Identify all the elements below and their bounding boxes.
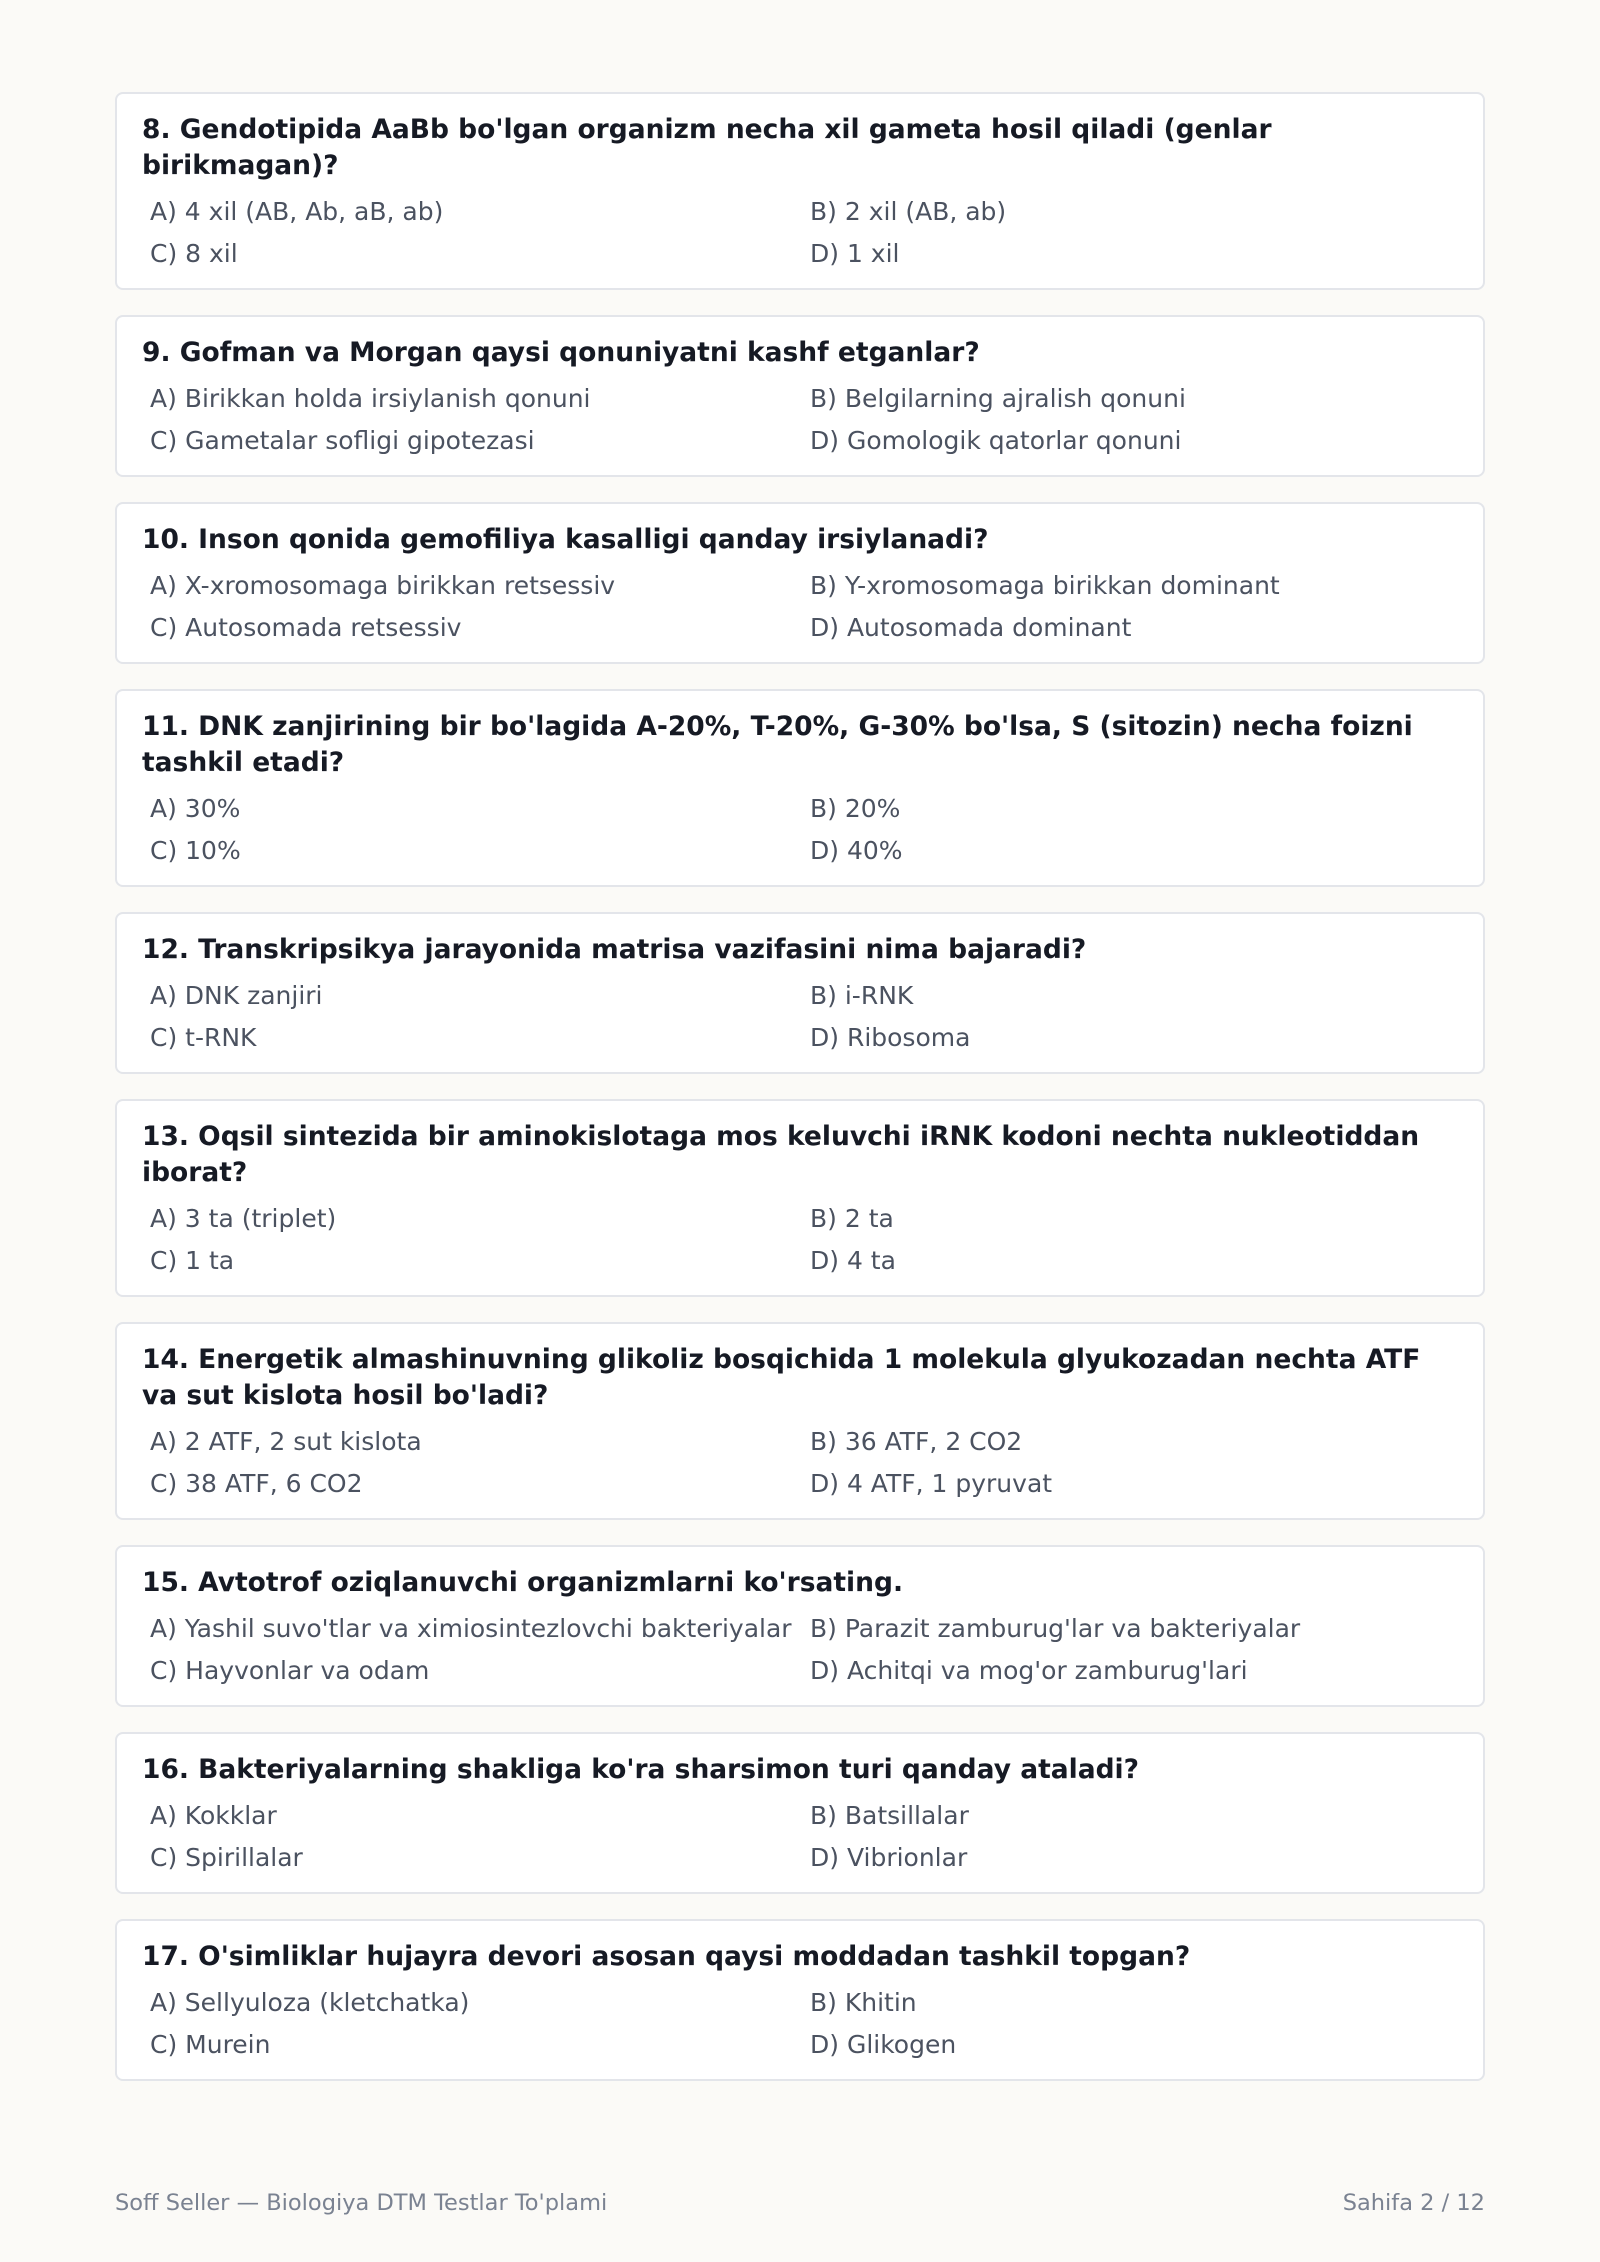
option-a: A) Birikkan holda irsiylanish qonuni (150, 384, 591, 413)
option-c: C) Murein (150, 2030, 271, 2059)
question-card (115, 1545, 1485, 1707)
footer-title: Soff Seller — Biologiya DTM Testlar To'plami (115, 2190, 608, 2216)
option-grid (142, 791, 1459, 869)
option-grid (142, 1798, 1459, 1876)
option-b: B) Khitin (810, 1988, 917, 2017)
option-b: B) 2 xil (AB, ab) (810, 197, 1007, 226)
question-card (115, 1099, 1485, 1297)
option-b: B) Batsillalar (810, 1801, 969, 1830)
page-footer (115, 2190, 1485, 2216)
question-title: 9. Gofman va Morgan qaysi qonuniyatni kashf etganlar? (142, 337, 980, 368)
option-grid (142, 381, 1459, 459)
option-d: D) Achitqi va mog'or zamburug'lari (810, 1656, 1248, 1685)
option-c: C) 1 ta (150, 1246, 235, 1275)
option-grid (142, 1611, 1459, 1689)
option-grid (142, 1424, 1459, 1502)
option-a: A) 30% (150, 794, 241, 823)
option-c: C) Hayvonlar va odam (150, 1656, 430, 1685)
option-c: C) Autosomada retsessiv (150, 613, 462, 642)
question-title: 8. Gendotipida AaBb bo'lgan organizm necha xil gameta hosil qiladi (genlar birikmagan)? (142, 114, 1272, 181)
option-a: A) 4 xil (AB, Ab, aB, ab) (150, 197, 444, 226)
option-grid (142, 194, 1459, 272)
question-title: 16. Bakteriyalarning shakliga ko'ra sharsimon turi qanday ataladi? (142, 1754, 1140, 1785)
question-card (115, 92, 1485, 290)
option-a: A) Yashil suvo'tlar va ximiosintezlovchi bakteriyalar (150, 1614, 792, 1643)
option-d: D) 40% (810, 836, 903, 865)
option-b: B) Belgilarning ajralish qonuni (810, 384, 1186, 413)
option-d: D) Ribosoma (810, 1023, 971, 1052)
option-a: A) 3 ta (triplet) (150, 1204, 337, 1233)
option-c: C) 10% (150, 836, 241, 865)
option-b: B) i-RNK (810, 981, 914, 1010)
option-d: D) 4 ATF, 1 pyruvat (810, 1469, 1053, 1498)
option-grid (142, 978, 1459, 1056)
option-b: B) 36 ATF, 2 CO2 (810, 1427, 1023, 1456)
option-grid (142, 568, 1459, 646)
option-a: A) Sellyuloza (kletchatka) (150, 1988, 470, 2017)
option-b: B) Y-xromosomaga birikkan dominant (810, 571, 1280, 600)
option-grid (142, 1985, 1459, 2063)
option-d: D) 4 ta (810, 1246, 896, 1275)
option-d: D) Autosomada dominant (810, 613, 1132, 642)
option-c: C) Spirillalar (150, 1843, 303, 1872)
option-d: D) 1 xil (810, 239, 900, 268)
option-d: D) Glikogen (810, 2030, 957, 2059)
question-title: 10. Inson qonida gemofiliya kasalligi qanday irsiylanadi? (142, 524, 989, 555)
question-title: 11. DNK zanjirining bir bo'lagida A-20%, T-20%, G-30% bo'lsa, S (sitozin) necha foizni tashkil etadi? (142, 711, 1413, 778)
option-a: A) 2 ATF, 2 sut kislota (150, 1427, 422, 1456)
question-card (115, 689, 1485, 887)
question-title: 15. Avtotrof oziqlanuvchi organizmlarni ko'rsating. (142, 1567, 904, 1598)
page-number: Sahifa 2 / 12 (1342, 2190, 1485, 2216)
option-c: C) Gametalar sofligi gipotezasi (150, 426, 535, 455)
question-title: 17. O'simliklar hujayra devori asosan qaysi moddadan tashkil topgan? (142, 1941, 1191, 1972)
option-c: C) t-RNK (150, 1023, 257, 1052)
option-a: A) Kokklar (150, 1801, 277, 1830)
option-b: B) 20% (810, 794, 901, 823)
option-b: B) Parazit zamburug'lar va bakteriyalar (810, 1614, 1301, 1643)
option-grid (142, 1201, 1459, 1279)
question-card (115, 315, 1485, 477)
question-card (115, 1322, 1485, 1520)
question-list (115, 92, 1485, 2106)
question-title: 13. Oqsil sintezida bir aminokislotaga mos keluvchi iRNK kodoni nechta nukleotiddan iborat? (142, 1121, 1420, 1188)
option-b: B) 2 ta (810, 1204, 894, 1233)
question-card (115, 1919, 1485, 2081)
option-d: D) Vibrionlar (810, 1843, 968, 1872)
option-d: D) Gomologik qatorlar qonuni (810, 426, 1182, 455)
question-title: 14. Energetik almashinuvning glikoliz bosqichida 1 molekula glyukozadan nechta ATF va sut kislota hosil bo'ladi? (142, 1344, 1421, 1411)
option-c: C) 38 ATF, 6 CO2 (150, 1469, 363, 1498)
option-a: A) DNK zanjiri (150, 981, 323, 1010)
option-c: C) 8 xil (150, 239, 238, 268)
question-card (115, 1732, 1485, 1894)
question-card (115, 502, 1485, 664)
question-card (115, 912, 1485, 1074)
option-a: A) X-xromosomaga birikkan retsessiv (150, 571, 616, 600)
question-title: 12. Transkripsikya jarayonida matrisa vazifasini nima bajaradi? (142, 934, 1087, 965)
